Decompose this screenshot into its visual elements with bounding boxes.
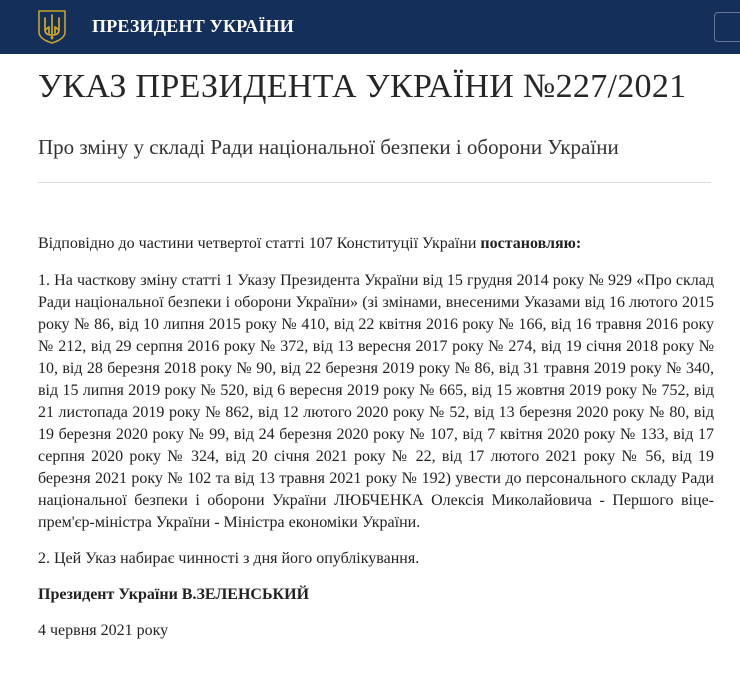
menu-icon[interactable] [714, 12, 740, 42]
paragraph-1: 1. На часткову зміну статті 1 Указу Президента України від 15 грудня 2014 року № 929 «Про склад Ради національної безпеки і оборони України» (зі змінами, внесеними Указами від 16 лютого 2015 року № 86, від 10 липня 2015 року № 410, від 22 квітня 2016 року № 166, від 16 травня 2016 року № 212, від 29 серпня 2016 року № 372, від 13 вересня 2017 року № 274, від 19 січня 2018 року № 10, від 28 березня 2018 року № 90, від 22 березня 2019 року № 86, від 31 травня 2019 року № 340, від 15 липня 2019 року № 520, від 6 вересня 2019 року № 665, від 15 жовтня 2019 року № 752, від 21 листопада 2019 року № 862, від 12 лютого 2020 року № 52, від 13 березня 2020 року № 80, від 19 березня 2020 року № 99, від 24 березня 2020 року № 107, від 7 квітня 2020 року № 133, від 17 серпня 2020 року № 324, від 20 січня 2021 року № 22, від 17 лютого 2021 року № 56, від 19 березня 2021 року № 102 та від 13 травня 2021 року № 192) увести до персонального складу Ради національної безпеки і оборони України ЛЮБЧЕНКА Олексія Миколайовича - Першого віце-прем'єр-міністра України - Міністра економіки України. [38, 272, 714, 531]
site-header [0, 0, 740, 54]
decree-article [38, 54, 716, 656]
trident-icon[interactable] [38, 10, 66, 44]
paragraph-2: 2. Цей Указ набирає чинності з дня його опублікування. [38, 550, 420, 567]
page-subtitle: Про зміну у складі Ради національної безпеки і оборони України [38, 135, 619, 159]
decree-body [38, 233, 716, 642]
decree-date: 4 червня 2021 року [38, 622, 169, 639]
preamble-bold: постановляю: [480, 235, 582, 252]
preamble [38, 233, 716, 255]
site-title-link[interactable]: ПРЕЗИДЕНТ УКРАЇНИ [92, 16, 294, 36]
preamble-text: Відповідно до частини четвертої статті 107 Конституції України [38, 235, 481, 252]
page-title: УКАЗ ПРЕЗИДЕНТА УКРАЇНИ №227/2021 [38, 68, 687, 105]
signature: Президент України В.ЗЕЛЕНСЬКИЙ [38, 586, 310, 603]
divider [38, 182, 711, 183]
